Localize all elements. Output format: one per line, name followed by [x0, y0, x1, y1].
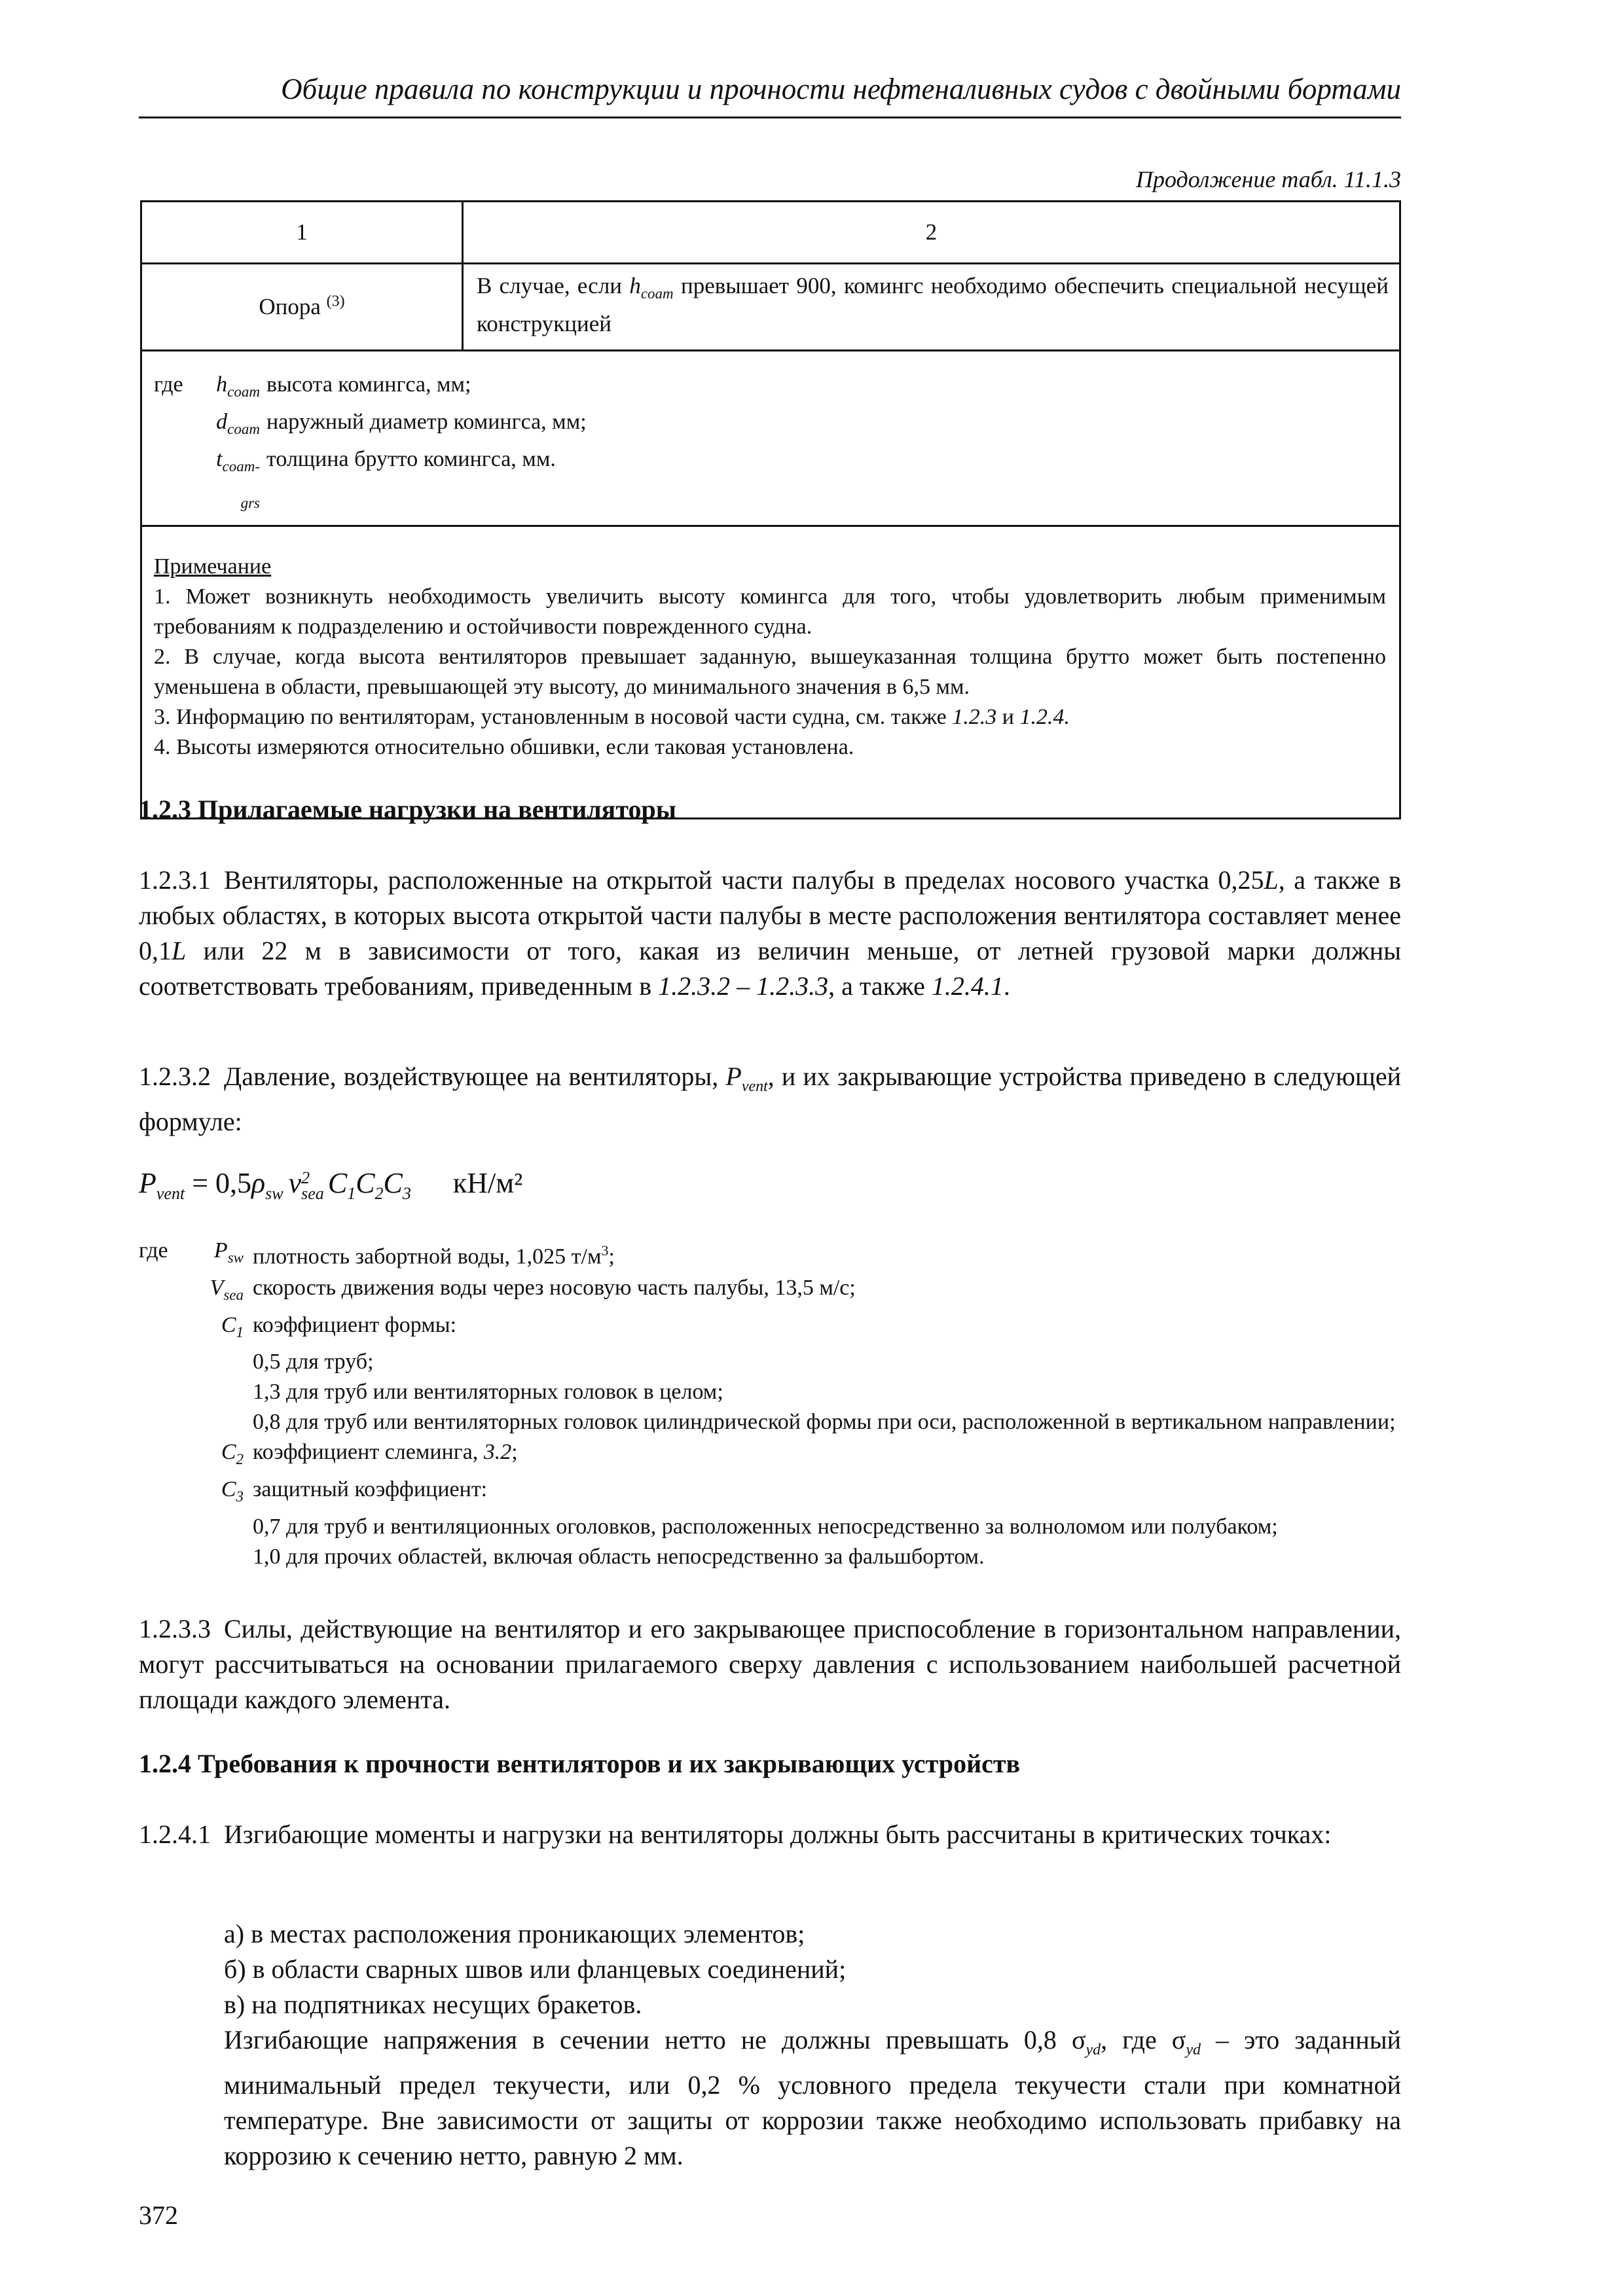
paragraph-bending-stress: Изгибающие напряжения в сечении нетто не должны превышать 0,8 $\sigma_{yd}$, где $\sigma_{yd}$ – это заданный минимальный предел текучести, или 0,2 % условного предела текучести стали при комнатной температуре. Вне зависимости от защиты от коррозии также необходимо использовать прибавку на коррозию к сечению нетто, равную 2 мм. [224, 2025, 1402, 2170]
definition-text: наружный диаметр комингса, мм; [266, 409, 587, 434]
section-heading-1-2-4: 1.2.4 Требования к прочности вентиляторов и их закрывающих устройств [139, 1749, 1021, 1778]
note-item: 2. В случае, когда высота вентиляторов превышает заданную, вышеуказанная толщина брутто может быть постепенно уменьшена в области, превышающей эту высоту, до минимального значения в 6,5 мм. [154, 645, 1386, 700]
support-label: Опора [259, 294, 321, 319]
paragraph-number: 1.2.3.3 [139, 1614, 211, 1643]
list-item: а) в местах расположения проникающих элементов; [224, 1919, 805, 1948]
notes-block [154, 552, 1386, 762]
notes-cell [141, 526, 1400, 819]
paragraph-number: 1.2.3.2 [139, 1062, 211, 1091]
list-item: б) в области сварных швов или фланцевых соединений; [224, 1954, 847, 1984]
support-label-note: (3) [326, 293, 345, 310]
c3-value: 1,0 для прочих областей, включая область непосредственно за фальшбортом. [253, 1544, 985, 1569]
note-item: 4. Высоты измеряются относительно обшивки, если таковая установлена. [154, 735, 854, 760]
formula-unit: кН/м² [452, 1167, 523, 1199]
paragraph-number: 1.2.3.1 [139, 865, 211, 895]
variable-row: $C_2$ коэффициент слеминга, 3.2; [221, 1440, 518, 1468]
support-text-cell [463, 264, 1400, 351]
table-row-support [141, 264, 1400, 351]
paragraph-1-2-3-1: 1.2.3.1 Вентиляторы, расположенные на открытой части палубы в пределах носового участка 0,25L, а также в любых областях, в которых высота открытой части палубы в месте расположения вентилятора составляет менее 0,1L или 22 м в зависимости от того, какая из величин меньше, от летней грузовой марки должны соответствовать требованиям, приведенным в 1.2.3.2 – 1.2.3.3, а также 1.2.4.1. [139, 863, 1401, 1004]
support-text-post: превышает 900, комингс необходимо обеспечить специальной несущей конструкцией [477, 273, 1389, 336]
table-row-notes [141, 526, 1400, 819]
definition-text: высота комингса, мм; [266, 372, 471, 397]
definition-symbol: $h_{coam}$ [216, 372, 260, 400]
table-caption: Продолжение табл. 11.1.3 [1135, 166, 1401, 192]
cross-ref: 1.2.4.1 [931, 971, 1004, 1001]
c1-value: 1,3 для труб или вентиляторных головок в целом; [253, 1380, 723, 1405]
table-header-row [141, 202, 1400, 264]
paragraph-1-2-3-2: 1.2.3.2 Давление, воздействующее на вентиляторы, $P_{vent}$, и их закрывающие устройства приведено в следующей формуле: [139, 1059, 1401, 1139]
c1-value: 0,5 для труб; [253, 1350, 374, 1374]
running-header: Общие правила по конструкции и прочности нефтеналивных судов с двойными бортами [281, 73, 1401, 105]
page-number: 372 [139, 2200, 178, 2230]
column-header-2: 2 [463, 202, 1400, 264]
definition-symbol: $d_{coam}$ [216, 409, 260, 437]
support-text-pre: В случае, если [477, 273, 630, 298]
header-rule [139, 117, 1401, 118]
definition-symbol: $t_{coam-grs}$ [216, 446, 260, 512]
where-label: где [154, 372, 183, 397]
c1-value: 0,8 для труб или вентиляторных головок цилиндрической формы при оси, расположенной в вертикальном направлении; [253, 1410, 1396, 1435]
requirements-table [140, 200, 1401, 819]
variable-row: $C_1$ коэффициент формы: [221, 1312, 457, 1340]
variable-row: $V_{sea}$ скорость движения воды через носовую часть палубы, 13,5 м/с; [210, 1275, 856, 1303]
paragraph-1-2-3-3: 1.2.3.3 Силы, действующие на вентилятор и его закрывающее приспособление в горизонтальном направлении, могут рассчитываться на основании прилагаемого сверху давления с использованием наибольшей расчетной площади каждого элемента. [139, 1611, 1401, 1717]
note-ref: 1.2.3 [952, 705, 997, 730]
definition-text: толщина брутто комингса, мм. [266, 446, 556, 471]
variable-row: где $P_{sw}$ плотность забортной воды, 1,025 $т/м^3$; [139, 1238, 615, 1269]
definitions-cell [141, 351, 1400, 526]
support-label-cell [141, 264, 463, 351]
pressure-formula: $P_{vent} = 0,5\rho_{sw}$ v 2 sea $C_1C_2C_3$ кН/м² [139, 1167, 523, 1203]
definitions-list [154, 370, 1386, 518]
note-title: Примечание [154, 554, 272, 579]
section-heading-1-2-3: 1.2.3 Прилагаемые нагрузки на вентиляторы [139, 795, 676, 824]
table-row-definitions [141, 351, 1400, 526]
note-ref: 1.2.4. [1019, 705, 1070, 730]
cross-ref: 1.2.3.2 – 1.2.3.3 [658, 971, 829, 1001]
paragraph-1-2-4-1: 1.2.4.1 Изгибающие моменты и нагрузки на вентиляторы должны быть рассчитаны в критических точках: [139, 1817, 1401, 1852]
support-symbol: h [629, 273, 641, 298]
note-item: 1. Может возникнуть необходимость увеличить высоту комингса для того, чтобы удовлетворить любым применимым требованиям к подразделению и остойчивости поврежденного судна. [154, 584, 1386, 639]
list-item: в) на подпятниках несущих бракетов. [224, 1990, 642, 2019]
note-item: 3. Информацию по вентиляторам, установленным в носовой части судна, см. также 1.2.3 и 1.2.4. [154, 705, 1070, 730]
support-symbol-sub: coam [640, 285, 674, 302]
c3-value: 0,7 для труб и вентиляционных оголовков, расположенных непосредственно за волноломом или полубаком; [253, 1514, 1278, 1539]
formula-variables [139, 1236, 1401, 1572]
paragraph-number: 1.2.4.1 [139, 1820, 211, 1849]
column-header-1: 1 [141, 202, 463, 264]
variable-row: $C_3$ защитный коэффициент: [221, 1477, 488, 1505]
